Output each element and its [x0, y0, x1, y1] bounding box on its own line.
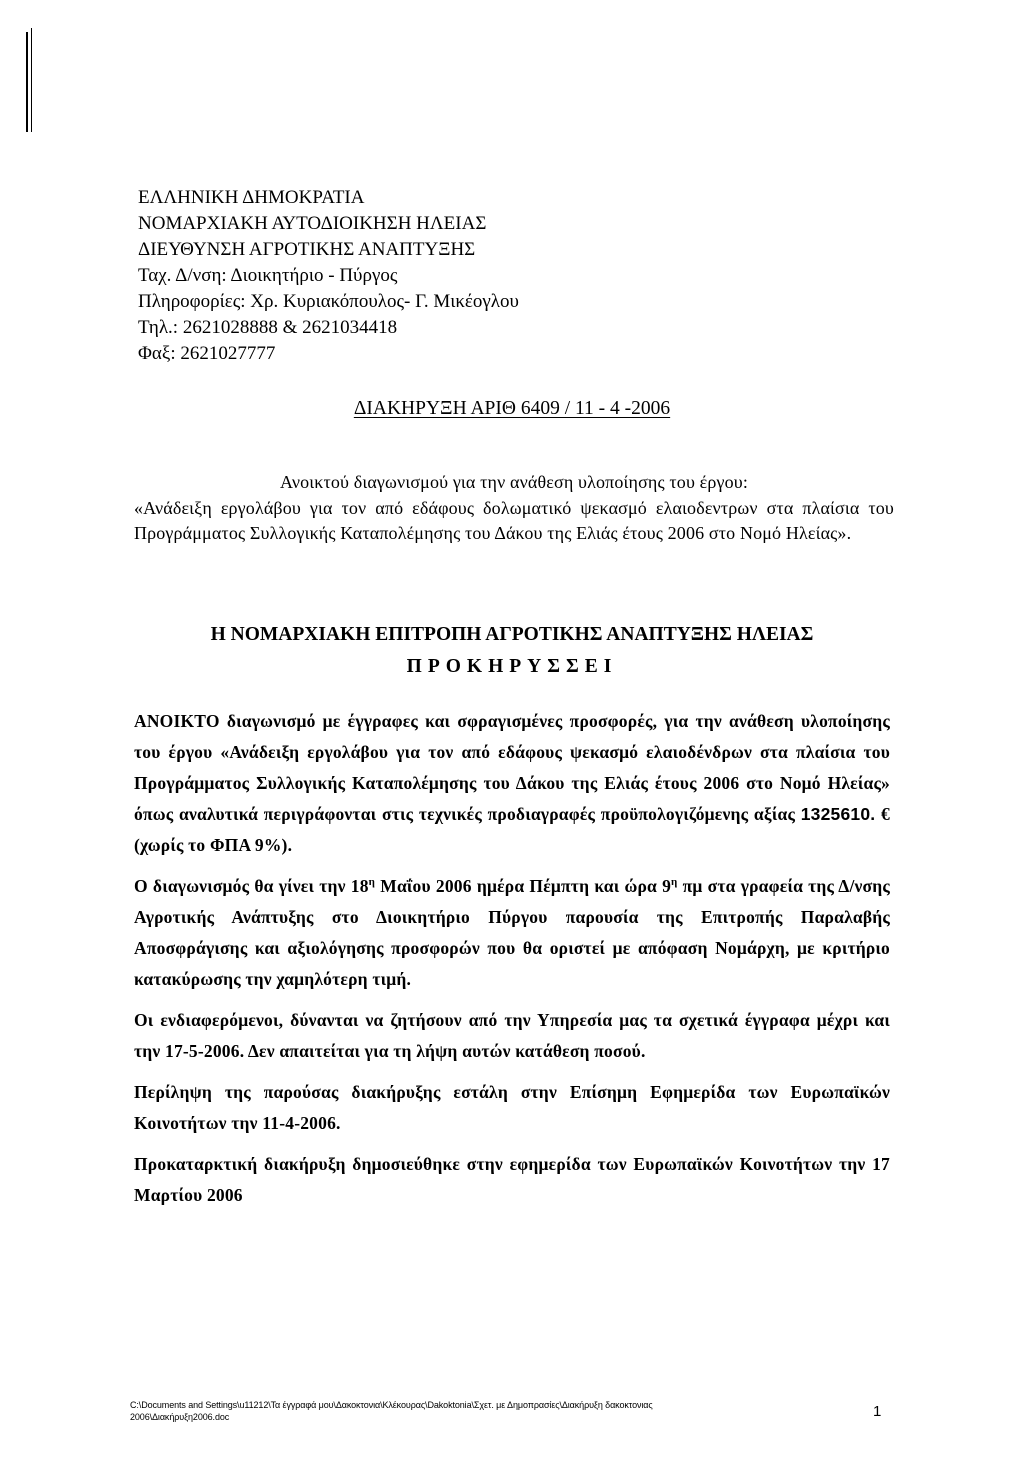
paragraph-documents: Οι ενδιαφερόμενοι, δύνανται να ζητήσουν από την Υπηρεσία μας τα σχετικά έγγραφα μέχρι και την 17-5-2006. Δεν απαιτείται για τη λήψη αυτών κατάθεση ποσού. [134, 1010, 890, 1061]
sender-header [138, 185, 519, 367]
subject-intro: Ανοικτού διαγωνισμού για την ανάθεση υλοποίησης του έργου: [280, 472, 748, 492]
paragraph-summary: Περίληψη της παρούσας διακήρυξης εστάλη στην Επίσημη Εφημερίδα των Ευρωπαϊκών Κοινοτήτων την 11-4-2006. [134, 1082, 890, 1133]
header-phone: Τηλ.: 2621028888 & 2621034418 [138, 317, 398, 338]
committee-heading: Η ΝΟΜΑΡΧΙΑΚΗ ΕΠΙΤΡΟΠΗ ΑΓΡΟΤΙΚΗΣ ΑΝΑΠΤΥΞΗΣ ΗΛΕΙΑΣ [210, 624, 814, 645]
time-sup: η [671, 876, 678, 889]
header-contacts: Πληροφορίες: Χρ. Κυριακόπουλος- Γ. Μικέογλου [138, 291, 519, 312]
paragraph-preliminary: Προκαταρκτική διακήρυξη δημοσιεύθηκε στην εφημερίδα των Ευρωπαϊκών Κοινοτήτων την 17 Μαρτίου 2006 [134, 1154, 890, 1205]
header-address: Ταχ. Δ/νση: Διοικητήριο - Πύργος [138, 265, 398, 286]
subject-project: «Ανάδειξη εργολάβου για τον από εδάφους δολωματικό ψεκασμό ελαιοδεντρων στα πλαίσια του Προγράμματος Συλλογικής Καταπολέμησης του Δάκου της Ελιάς έτους 2006 στο Νομό Ηλείας». [134, 497, 894, 543]
date-text-a: Ο διαγωνισμός θα γίνει την 18 [134, 876, 369, 896]
tender-tail: € (χωρίς το ΦΠΑ 9%). [134, 804, 890, 855]
document-title: ΔΙΑΚΗΡΥΞΗ ΑΡΙΘ 6409 / 11 - 4 -2006 [353, 398, 671, 419]
header-country: ΕΛΛΗΝΙΚΗ ΔΗΜΟΚΡΑΤΙΑ [138, 187, 365, 208]
footer-file-path [130, 1399, 830, 1423]
header-directorate: ΔΙΕΥΘΥΝΣΗ ΑΓΡΟΤΙΚΗΣ ΑΝΑΠΤΥΞΗΣ [138, 239, 476, 260]
proclaims-heading: ΠΡΟΚΗΡΥΣΣΕΙ [406, 656, 618, 677]
scan-artifact-line [31, 28, 32, 132]
date-text-b: Μαΐου 2006 ημέρα Πέμπτη και ώρα 9 [375, 876, 672, 896]
budget-amount: 1325610. [800, 804, 876, 824]
header-fax: Φαξ: 2621027777 [138, 343, 276, 364]
page-number: 1 [873, 1403, 882, 1420]
date-text-c: πμ στα γραφεία της Δ/νσης Αγροτικής Ανάπτυξης στο Διοικητήριο Πύργου παρουσία της Επιτροπής Παραλαβής Αποσφράγισης και αξιολόγησης προσφορών που θα οριστεί με απόφαση Νομάρχη, με κριτήριο κατακύρωσης την χαμηλότερη τιμή. [134, 876, 890, 989]
document-body [134, 706, 890, 1211]
header-prefecture: ΝΟΜΑΡΧΙΑΚΗ ΑΥΤΟΔΙΟΙΚΗΣΗ ΗΛΕΙΑΣ [138, 213, 487, 234]
tender-text: ΑΝΟΙΚΤΟ διαγωνισμό με έγγραφες και σφραγισμένες προσφορές, για την ανάθεση υλοποίησης του έργου «Ανάδειξη εργολάβου για τον από εδάφους ψεκασμό ελαιοδένδρων στα πλαίσια του Προγράμματος Συλλογικής Καταπολέμησης του Δάκου της Ελιάς έτους 2006 στο Νομό Ηλείας» όπως αναλυτικά περιγράφονται στις τεχνικές προδιαγραφές προϋπολογιζόμενης αξίας [134, 711, 890, 824]
scan-artifact-line [26, 32, 28, 132]
paragraph-tender [134, 706, 890, 861]
paragraph-date [134, 871, 890, 995]
footer-path-line1: C:\Documents and Settings\u11212\Τα έγγραφά μου\Δακοκτονια\Κλέκουρας\Dakoktonia\Σχετ. με Δημοπρασίες\Διακήρυξη δακοκτονιας [130, 1400, 653, 1410]
subject-block [134, 470, 894, 547]
date-sup: η [368, 876, 376, 889]
footer-path-line2: 2006\Διακήρυξη2006.doc [130, 1412, 230, 1422]
